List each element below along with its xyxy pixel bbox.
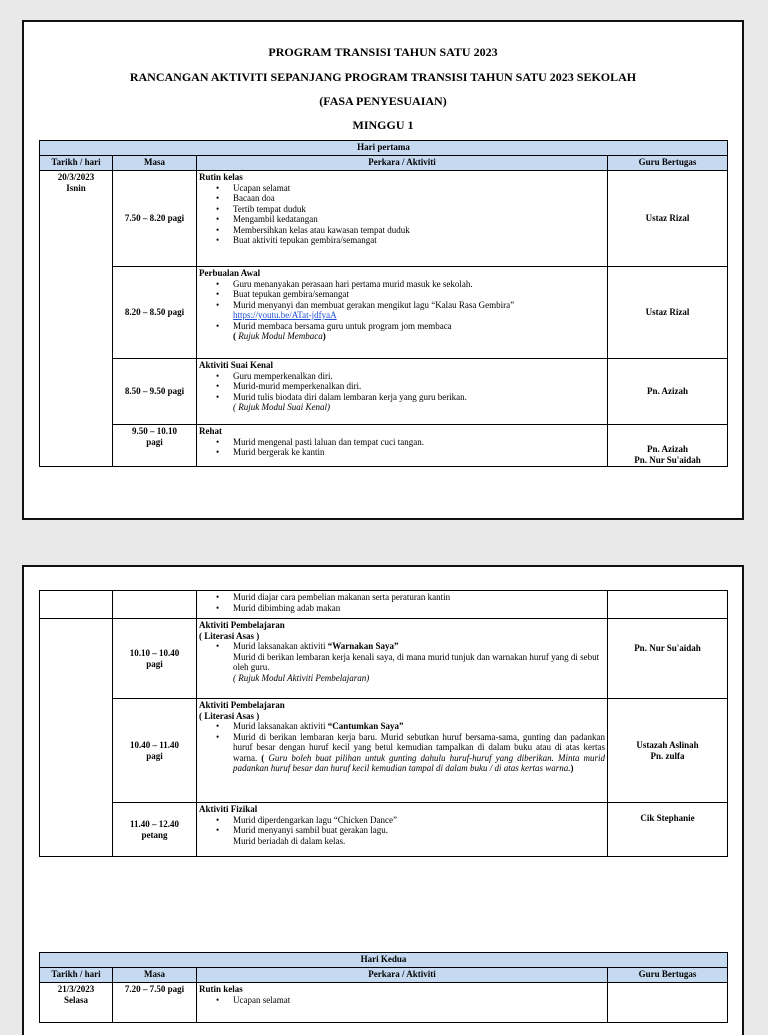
activity-list <box>199 995 605 1006</box>
list-item: • Ucapan selamat <box>233 183 605 194</box>
list-item: • Murid bergerak ke kantin <box>233 447 605 458</box>
guru-cell: Pn. Nur Su'aidah <box>608 619 728 699</box>
activity-description: Murid beriadah di dalam kelas. <box>233 835 346 846</box>
note-paren-open: ( <box>257 752 269 763</box>
table-row <box>40 267 728 359</box>
time-cell: 8.50 – 9.50 pagi <box>113 359 197 425</box>
guru-name: Pn. zulfa <box>650 750 685 761</box>
list-item: • Murid mengenal pasti laluan dan tempat cuci tangan. <box>233 437 605 448</box>
list-item: • Buat tepukan gembira/semangat <box>233 289 605 300</box>
table-row <box>40 803 728 857</box>
module-reference: ( Rujuk Modul Aktiviti Pembelajaran) <box>233 672 370 683</box>
week-title: MINGGU 1 <box>352 118 414 132</box>
activity-description: Murid di berikan lembaran kerja kenali saya, di mana murid tunjuk dan warnakan huruf yang di sebut oleh guru. <box>233 651 600 672</box>
activity-cell <box>197 171 608 267</box>
list-item: • Guru menanyakan perasaan hari pertama murid masuk ke sekolah. <box>233 279 605 290</box>
note-paren-open: ( <box>233 331 236 341</box>
list-item: • Tertib tempat duduk <box>233 204 605 215</box>
time-line: pagi <box>146 658 163 669</box>
day2-schedule-table <box>39 952 728 1023</box>
time-line: 10.40 – 11.40 <box>129 740 179 750</box>
time-line: petang <box>141 829 168 840</box>
activity-list <box>199 592 605 613</box>
table-row <box>40 983 728 1023</box>
col-header-time: Masa <box>113 156 197 171</box>
activity-title: Rutin kelas <box>199 984 243 994</box>
list-item-text: Murid laksanakan aktiviti <box>233 721 328 731</box>
plan-title: RANCANGAN AKTIVITI SEPANJANG PROGRAM TRANSISI TAHUN SATU 2023 SEKOLAH <box>129 70 637 84</box>
activity-list <box>199 437 605 458</box>
list-item: • Murid-murid memperkenalkan diri. <box>233 381 605 392</box>
activity-cell <box>197 425 608 467</box>
activity-list <box>199 641 605 652</box>
col-header-activity: Perkara / Aktiviti <box>197 968 608 983</box>
day-label: Hari pertama <box>40 141 728 156</box>
time-line: pagi <box>146 436 163 447</box>
day1-schedule-table <box>39 140 728 467</box>
activity-cell <box>197 591 608 619</box>
activity-title: Aktiviti Suai Kenal <box>199 360 274 370</box>
guru-cell: Ustaz Rizal <box>608 267 728 359</box>
list-item: • Membersihkan kelas atau kawasan tempat duduk <box>233 225 605 236</box>
activity-subtitle: ( Literasi Asas ) <box>199 630 260 641</box>
activity-subtitle: ( Literasi Asas ) <box>199 710 260 721</box>
activity-list <box>199 183 605 246</box>
list-item-text: Murid membaca bersama guru untuk program jom membaca <box>233 320 452 331</box>
weekday-value: Isnin <box>66 182 86 193</box>
time-cell: 7.50 – 8.20 pagi <box>113 171 197 267</box>
activity-title: Rutin kelas <box>199 172 243 182</box>
guru-name: Pn. Azizah <box>647 444 689 454</box>
date-cell <box>40 591 113 619</box>
teacher-note: Guru boleh buat pilihan untuk gunting dahulu huruf-huruf yang diberikan. Minta murid padankan huruf besar dan huruf kecil kemudian tampal di dalam buku / di atas kertas warna. <box>233 752 605 773</box>
list-item <box>233 641 605 652</box>
col-header-date: Tarikh / hari <box>40 968 113 983</box>
time-line: pagi <box>146 750 163 761</box>
date-cell <box>40 619 113 857</box>
date-cell <box>40 983 113 1023</box>
date-value: 21/3/2023 <box>57 984 95 994</box>
guru-cell <box>608 699 728 803</box>
program-title: PROGRAM TRANSISI TAHUN SATU 2023 <box>268 45 498 59</box>
time-cell: 8.20 – 8.50 pagi <box>113 267 197 359</box>
col-header-time: Masa <box>113 968 197 983</box>
list-item-text: Murid laksanakan aktiviti <box>233 641 328 651</box>
list-item <box>233 321 605 342</box>
time-cell <box>113 699 197 803</box>
col-header-guru: Guru Bertugas <box>608 968 728 983</box>
phase-title: (FASA PENYESUAIAN) <box>319 94 447 108</box>
time-cell <box>113 803 197 857</box>
activity-list <box>199 721 605 774</box>
weekday-value: Selasa <box>63 994 88 1005</box>
list-item <box>233 300 605 321</box>
list-item: • Murid menyanyi sambil buat gerakan lagu. <box>233 825 605 836</box>
table-row <box>40 619 728 699</box>
col-header-guru: Guru Bertugas <box>608 156 728 171</box>
activity-name: “Cantumkan Saya” <box>327 721 404 731</box>
activity-cell <box>197 803 608 857</box>
list-item: • Bacaan doa <box>233 193 605 204</box>
guru-cell: Cik Stephanie <box>608 803 728 857</box>
table-row <box>40 425 728 467</box>
list-item-text: Murid menyanyi dan membuat gerakan mengikut lagu “Kalau Rasa Gembira” <box>233 299 515 310</box>
list-item-text: Murid di berikan lembaran kerja baru. Murid sebutkan huruf bersama-sama, gunting dan padankan huruf besar dengan huruf kecil yang betul kemudian tampalkan di dalam buku atau di atas kertas warna. <box>233 731 605 763</box>
activity-list <box>199 371 605 403</box>
document-page-1 <box>22 20 744 520</box>
time-cell <box>113 619 197 699</box>
time-cell <box>113 425 197 467</box>
note-paren-close: ) <box>570 763 574 773</box>
list-item: • Mengambil kedatangan <box>233 214 605 225</box>
list-item: • Murid diperdengarkan lagu “Chicken Dance” <box>233 815 605 826</box>
list-item <box>233 732 605 774</box>
activity-cell <box>197 619 608 699</box>
guru-cell: Ustaz Rizal <box>608 171 728 267</box>
list-item: • Murid diajar cara pembelian makanan serta peraturan kantin <box>233 592 605 603</box>
time-cell <box>113 591 197 619</box>
table-row <box>40 591 728 619</box>
time-line: 9.50 – 10.10 <box>132 426 177 436</box>
table-row <box>40 359 728 425</box>
col-header-date: Tarikh / hari <box>40 156 113 171</box>
list-item: • Ucapan selamat <box>233 995 605 1006</box>
activity-cell <box>197 699 608 803</box>
date-cell <box>40 171 113 467</box>
list-item: • Buat aktiviti tepukan gembira/semangat <box>233 235 605 246</box>
song-video-link[interactable]: https://youtu.be/ATat-jdfyaA <box>233 310 337 320</box>
list-item: • Murid dibimbing adab makan <box>233 603 605 614</box>
table-row <box>40 699 728 803</box>
guru-cell <box>608 425 728 467</box>
guru-cell <box>608 983 728 1023</box>
module-reference: Rujuk Modul Membaca <box>236 331 323 341</box>
guru-cell: Pn. Azizah <box>608 359 728 425</box>
col-header-activity: Perkara / Aktiviti <box>197 156 608 171</box>
note-paren-close: ) <box>322 331 326 341</box>
time-line: 10.10 – 10.40 <box>129 648 180 658</box>
module-reference: ( Rujuk Modul Suai Kenal) <box>233 402 330 412</box>
table-row <box>40 171 728 267</box>
guru-name: Ustazah Aslinah <box>636 740 699 750</box>
activity-title: Rehat <box>199 426 222 436</box>
time-line: 11.40 – 12.40 <box>129 819 179 829</box>
guru-name: Pn. Nur Su'aidah <box>634 454 701 465</box>
guru-cell <box>608 591 728 619</box>
date-value: 20/3/2023 <box>57 172 95 182</box>
activity-title: Aktiviti Pembelajaran <box>199 700 285 710</box>
activity-title: Aktiviti Fizikal <box>199 804 258 814</box>
activity-cell <box>197 983 608 1023</box>
day1-schedule-continued <box>39 590 728 857</box>
activity-name: “Warnakan Saya” <box>327 641 399 651</box>
activity-cell <box>197 267 608 359</box>
activity-list <box>199 815 605 836</box>
activity-list <box>199 279 605 342</box>
list-item <box>233 721 605 732</box>
list-item: • Guru memperkenalkan diri. <box>233 371 605 382</box>
time-cell: 7.20 – 7.50 pagi <box>113 983 197 1023</box>
document-page-2 <box>22 565 744 1035</box>
list-item: • Murid tulis biodata diri dalam lembaran kerja yang guru berikan. <box>233 392 605 403</box>
day-label: Hari Kedua <box>40 953 728 968</box>
activity-cell <box>197 359 608 425</box>
activity-title: Aktiviti Pembelajaran <box>199 620 285 630</box>
activity-title: Perbualan Awal <box>199 268 261 278</box>
